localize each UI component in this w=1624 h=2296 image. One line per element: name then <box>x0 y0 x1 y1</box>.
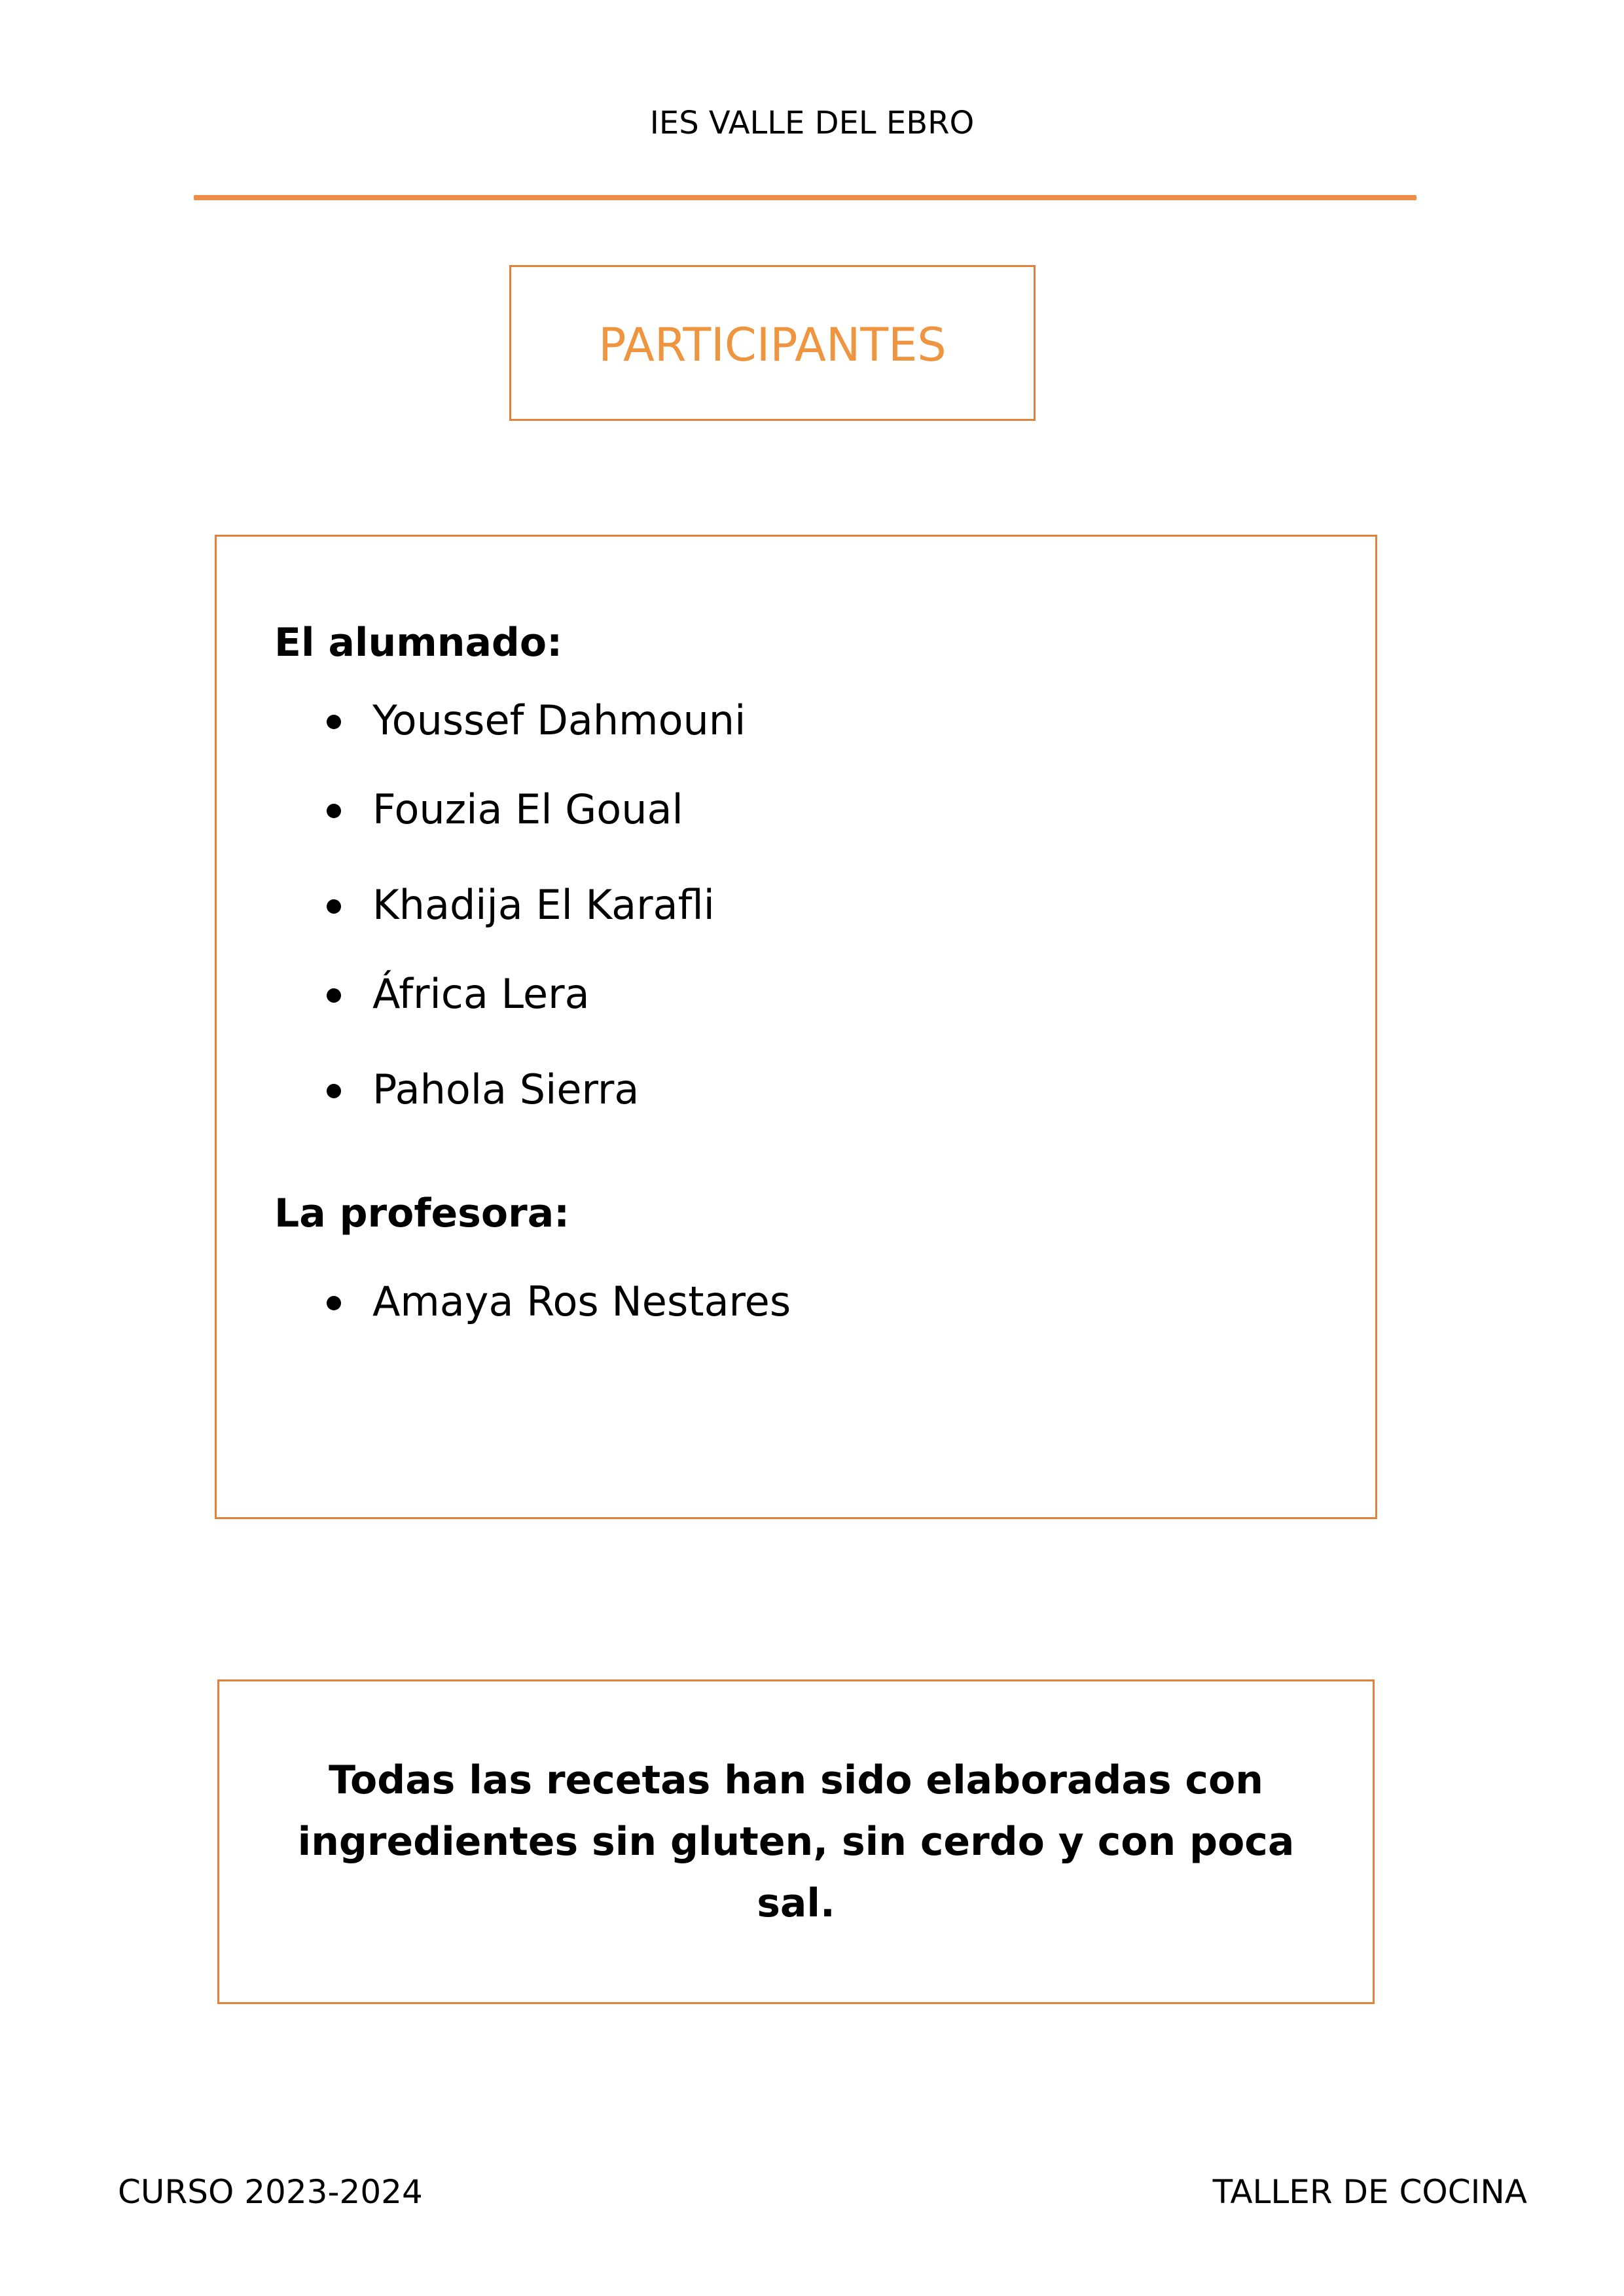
title-box <box>509 265 1036 421</box>
header-divider <box>194 195 1416 200</box>
student-name: Pahola Sierra <box>372 1066 640 1113</box>
bullet-icon <box>327 715 341 729</box>
student-name: África Lera <box>372 970 590 1018</box>
footer-workshop: TALLER DE COCINA <box>1212 2173 1527 2211</box>
teacher-name: Amaya Ros Nestares <box>372 1278 791 1325</box>
bullet-icon <box>327 899 341 914</box>
bullet-icon <box>327 804 341 818</box>
bullet-icon <box>327 988 341 1003</box>
participants-box <box>215 535 1377 1519</box>
bullet-icon <box>327 1084 341 1098</box>
students-heading: El alumnado: <box>274 620 563 666</box>
footer-course: CURSO 2023-2024 <box>118 2173 423 2211</box>
note-box <box>217 1679 1375 2004</box>
student-name: Fouzia El Goual <box>372 785 683 833</box>
header-school-name: IES VALLE DEL EBRO <box>649 105 975 141</box>
page-title: PARTICIPANTES <box>598 318 947 372</box>
student-name: Khadija El Karafli <box>372 881 715 929</box>
teacher-heading: La profesora: <box>274 1191 570 1236</box>
note-text: Todas las recetas han sido elaboradas con ingredientes sin gluten, sin cerdo y con poca sal. <box>297 1757 1295 1926</box>
bullet-icon <box>327 1296 341 1310</box>
student-name: Youssef Dahmouni <box>372 696 746 744</box>
